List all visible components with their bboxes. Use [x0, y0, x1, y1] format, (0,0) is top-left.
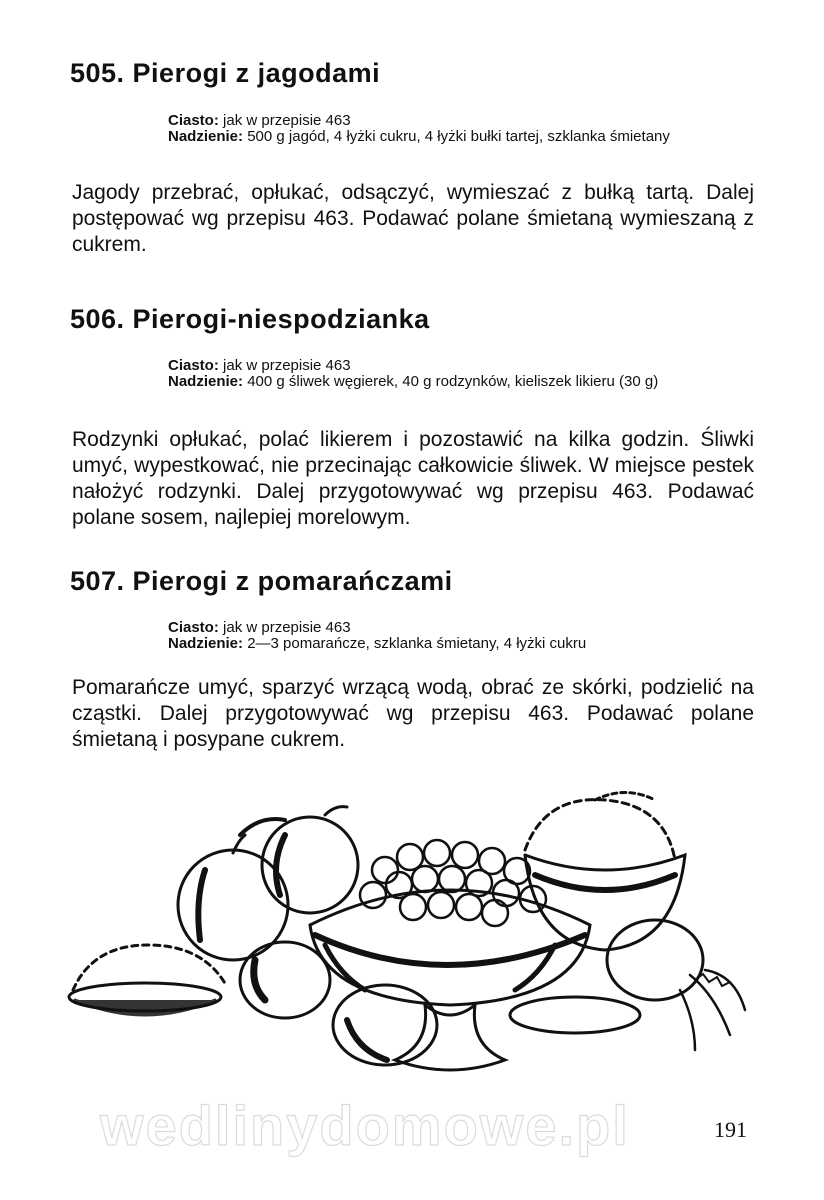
filling-value: 500 g jagód, 4 łyżki cukru, 4 łyżki bułki tartej, szklanka śmietany — [247, 128, 670, 145]
filling-value: 400 g śliwek węgierek, 40 g rodzynków, kieliszek likieru (30 g) — [247, 373, 659, 390]
recipe-507-instructions: Pomarańcze umyć, sparzyć wrzącą wodą, obrać ze skórki, podzielić na cząstki. Dalej przygotowywać wg przepisu 463. Podawać polane śmietaną i posypane cukrem. — [72, 676, 754, 751]
filling-label: Nadzienie: — [168, 128, 244, 145]
filling-line — [168, 129, 756, 145]
dough-value: jak w przepisie 463 — [223, 619, 351, 636]
dough-line — [168, 620, 756, 636]
recipe-506-ingredients — [168, 358, 756, 390]
filling-value: 2—3 pomarańcze, szklanka śmietany, 4 łyżki cukru — [247, 635, 587, 652]
recipe-505-instructions: Jagody przebrać, opłukać, odsączyć, wymieszać z bułką tartą. Dalej postępować wg przepisu 463. Podawać polane śmietaną wymieszaną z cukrem. — [72, 181, 754, 256]
dough-line — [168, 113, 756, 129]
recipe-505-title: 505. Pierogi z jagodami — [70, 58, 381, 88]
filling-line — [168, 374, 756, 390]
dough-value: jak w przepisie 463 — [223, 112, 351, 129]
dough-label: Ciasto: — [168, 357, 219, 374]
recipe-507-ingredients — [168, 620, 756, 652]
filling-line — [168, 636, 756, 652]
fruit-still-life-illustration — [55, 775, 755, 1095]
watermark: wedlinydomowe.pl — [100, 1094, 630, 1157]
dough-label: Ciasto: — [168, 112, 219, 129]
recipe-505-ingredients — [168, 113, 756, 145]
recipe-506-title: 506. Pierogi-niespodzianka — [70, 304, 430, 334]
dough-value: jak w przepisie 463 — [223, 357, 351, 374]
recipe-507-title: 507. Pierogi z pomarańczami — [70, 566, 453, 596]
filling-label: Nadzienie: — [168, 635, 244, 652]
recipe-506-instructions: Rodzynki opłukać, polać likierem i pozostawić na kilka godzin. Śliwki umyć, wypestkować, nie przecinając całkowicie śliwek. W miejsce pestek nałożyć rodzynki. Dalej przygotowywać wg przepisu 463. Podawać polane sosem, najlepiej morelowym. — [72, 428, 754, 529]
filling-label: Nadzienie: — [168, 373, 244, 390]
page-number: 191 — [714, 1117, 747, 1142]
dough-label: Ciasto: — [168, 619, 219, 636]
dough-line — [168, 358, 756, 374]
